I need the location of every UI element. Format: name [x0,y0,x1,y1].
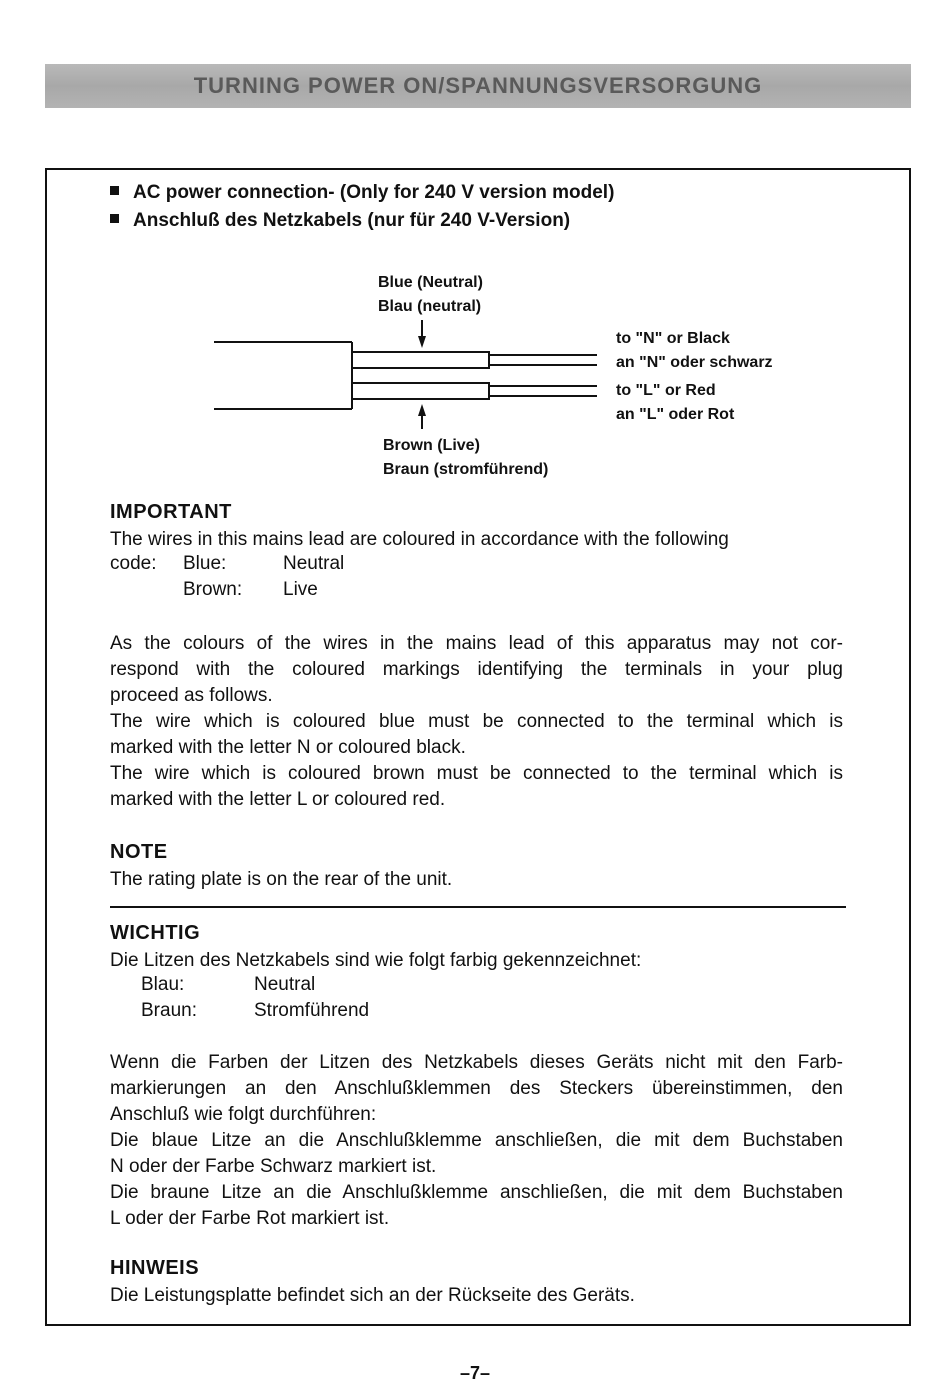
hinweis-heading: HINWEIS [110,1257,200,1279]
wichtig-intro: Die Litzen des Netzkabels sind wie folgt farbig gekennzeichnet: [110,950,642,971]
section-divider [110,906,846,908]
note-heading: NOTE [110,841,168,863]
code-color-blue: Blue: [183,553,227,574]
german-instructions: Wenn die Farben der Litzen des Netzkabels dieses Geräts nicht mit den Farb- markierungen an den Anschlußklemmen des Steckers übereinstimmen, den Anschluß wie folgt durchführen: Die blaue Litze an die Anschlußklemme anschließen, die mit dem Buchstaben N oder der Farbe Schwarz markiert ist. Die braune Litze an die Anschlußklemme anschließen, die mit dem Buchstaben L oder der Farbe Rot markiert ist. [110,1052,843,1229]
hinweis-text: Die Leistungsplatte befindet sich an der Rückseite des Geräts. [110,1285,635,1306]
wichtig-heading: WICHTIG [110,922,201,944]
section-title: TURNING POWER ON/SPANNUNGSVERSORGUNG [193,73,763,98]
code-label: code: [110,553,157,574]
code-meaning-neutral: Neutral [283,553,345,574]
english-instructions: As the colours of the wires in the mains lead of this apparatus may not cor- respond with the coloured markings identifying the terminals in your plug proceed as follows. The wire which is coloured blue must be connected to the terminal which is marked with the letter N or coloured black. The wire which is coloured brown must be connected to the terminal which is marked with the letter L or coloured red. [110,633,843,810]
important-intro: The wires in this mains lead are coloured in accordance with the following [110,529,729,550]
important-heading: IMPORTANT [110,501,232,523]
code-meaning-stromfuehrend: Stromführend [254,1000,370,1021]
square-bullet-icon [110,214,119,223]
code-color-blau: Blau: [141,974,185,995]
note-text: The rating plate is on the rear of the unit. [110,869,453,890]
code-meaning-live: Live [283,579,318,600]
section-header-bar [45,64,911,108]
code-color-braun: Braun: [141,1000,197,1021]
terminal-n-label: to "N" or Black an "N" oder schwarz [616,330,773,371]
square-bullet-icon [110,186,119,195]
blue-neutral-label: Blue (Neutral) Blau (neutral) [378,274,483,315]
page-number: –7– [459,1363,491,1383]
terminal-l-label: to "L" or Red an "L" oder Rot [616,382,735,423]
code-meaning-neutral-de: Neutral [254,974,316,995]
bullet-anschluss-netzkabel: Anschluß des Netzkabels (nur für 240 V-Version) [110,210,570,232]
code-color-brown: Brown: [183,579,243,600]
bullet-ac-power-connection: AC power connection- (Only for 240 V version model) [110,182,614,204]
brown-live-label: Brown (Live) Braun (stromführend) [383,437,549,478]
